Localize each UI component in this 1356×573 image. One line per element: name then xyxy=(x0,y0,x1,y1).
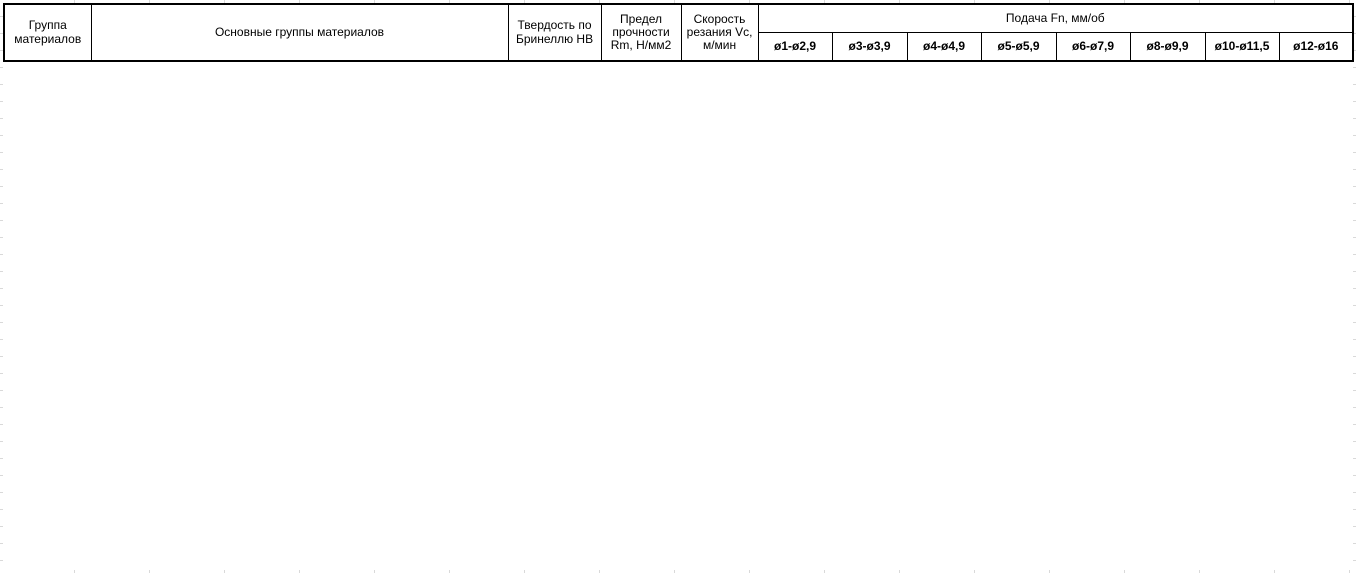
header-diameter-range[interactable]: ø4-ø4,9 xyxy=(907,32,981,61)
header-main-groups[interactable]: Основные группы материалов xyxy=(91,4,508,61)
header-diameter-range[interactable]: ø1-ø2,9 xyxy=(758,32,832,61)
cutting-parameters-table xyxy=(3,3,1354,62)
header-tensile-strength[interactable]: Предел прочности Rm, Н/мм2 xyxy=(601,4,681,61)
header-diameter-range[interactable]: ø12-ø16 xyxy=(1279,32,1353,61)
header-feed-group[interactable]: Подача Fn, мм/об xyxy=(758,4,1353,32)
header-brinell-hardness[interactable]: Твердость по Бринеллю НВ xyxy=(508,4,601,61)
header-row-1 xyxy=(4,4,1353,32)
header-diameter-range[interactable]: ø8-ø9,9 xyxy=(1130,32,1205,61)
header-diameter-range[interactable]: ø3-ø3,9 xyxy=(832,32,907,61)
gridline-stub xyxy=(0,0,3,573)
header-diameter-range[interactable]: ø10-ø11,5 xyxy=(1205,32,1279,61)
header-diameter-range[interactable]: ø5-ø5,9 xyxy=(981,32,1056,61)
header-cutting-speed[interactable]: Скорость резания Vc, м/мин xyxy=(681,4,758,61)
header-diameter-range[interactable]: ø6-ø7,9 xyxy=(1056,32,1130,61)
header-material-group[interactable]: Группа материалов xyxy=(4,4,91,61)
